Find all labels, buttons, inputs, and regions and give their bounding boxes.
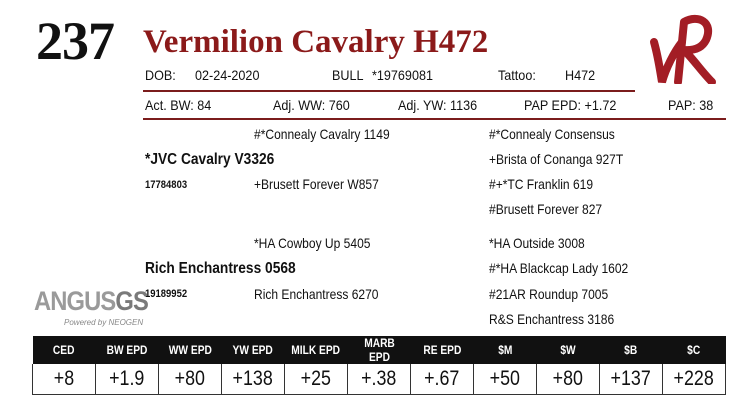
dam-dam: Rich Enchantress 6270 [254, 286, 379, 302]
epd-header-ced: CED [33, 336, 96, 364]
sire-name: *JVC Cavalry V3326 [145, 151, 275, 168]
info-divider-1 [143, 90, 635, 92]
epd-header-c: $C [663, 336, 726, 364]
tattoo-value: H472 [565, 67, 596, 83]
epd-header-m: $M [474, 336, 537, 364]
epd-header-marb: MARB EPD [348, 336, 411, 364]
angus-logo-text: ANGUS [34, 286, 116, 316]
pap-epd: PAP EPD: +1.72 [524, 97, 617, 113]
vr-brand-logo [648, 12, 716, 84]
epd-value-ww: +80 [159, 364, 222, 395]
sire-dam-sire: #+*TC Franklin 619 [489, 176, 594, 192]
epd-value-yw: +138 [222, 364, 285, 395]
dam-dam-dam: R&S Enchantress 3186 [489, 311, 615, 327]
epd-value-re: +.67 [411, 364, 474, 395]
registration-number: *19769081 [372, 67, 433, 83]
epd-header-row [33, 336, 726, 364]
epd-value-ced: +8 [33, 364, 96, 395]
lot-number: 237 [36, 11, 114, 71]
epd-value-w: +80 [537, 364, 600, 395]
epd-header-ww: WW EPD [159, 336, 222, 364]
tattoo-label: Tattoo: [498, 67, 536, 83]
epd-header-bw: BW EPD [96, 336, 159, 364]
sire-sire-sire: #*Connealy Consensus [489, 126, 615, 142]
epd-header-re: RE EPD [411, 336, 474, 364]
epd-value-marb: +.38 [348, 364, 411, 395]
epd-value-c: +228 [663, 364, 726, 395]
sire-dam-dam: #Brusett Forever 827 [489, 201, 603, 217]
dam-registration: 19189952 [145, 288, 188, 300]
epd-header-b: $B [600, 336, 663, 364]
sire-registration: 17784803 [145, 179, 188, 191]
epd-header-milk: MILK EPD [285, 336, 348, 364]
animal-name: Vermilion Cavalry H472 [143, 24, 489, 60]
epd-header-w: $W [537, 336, 600, 364]
sire-sire-dam: +Brista of Conanga 927T [489, 151, 624, 167]
dam-sire-dam: #*HA Blackcap Lady 1602 [489, 260, 629, 276]
dob-value: 02-24-2020 [195, 67, 260, 83]
dam-dam-sire: #21AR Roundup 7005 [489, 286, 609, 302]
sex-value: BULL [332, 67, 364, 83]
epd-value-m: +50 [474, 364, 537, 395]
adjusted-yearling-weight: Adj. YW: 1136 [398, 97, 478, 113]
dam-sire-sire: *HA Outside 3008 [489, 235, 585, 251]
pap-value: PAP: 38 [668, 97, 714, 113]
epd-table [32, 336, 726, 395]
epd-value-bw: +1.9 [96, 364, 159, 395]
epd-value-milk: +25 [285, 364, 348, 395]
dam-sire: *HA Cowboy Up 5405 [254, 235, 371, 251]
info-divider-2 [143, 118, 726, 120]
adjusted-weaning-weight: Adj. WW: 760 [273, 97, 350, 113]
actual-birth-weight: Act. BW: 84 [145, 97, 212, 113]
sire-dam: +Brusett Forever W857 [254, 176, 379, 192]
epd-value-row [33, 364, 726, 395]
dob-label: DOB: [145, 67, 176, 83]
angus-gs-logo [34, 288, 148, 315]
epd-header-yw: YW EPD [222, 336, 285, 364]
sire-sire: #*Connealy Cavalry 1149 [254, 126, 390, 142]
logo-subtitle: Powered by NEOGEN [64, 318, 144, 327]
epd-value-b: +137 [600, 364, 663, 395]
gs-logo-text: GS [115, 286, 148, 316]
dam-name: Rich Enchantress 0568 [145, 260, 296, 277]
